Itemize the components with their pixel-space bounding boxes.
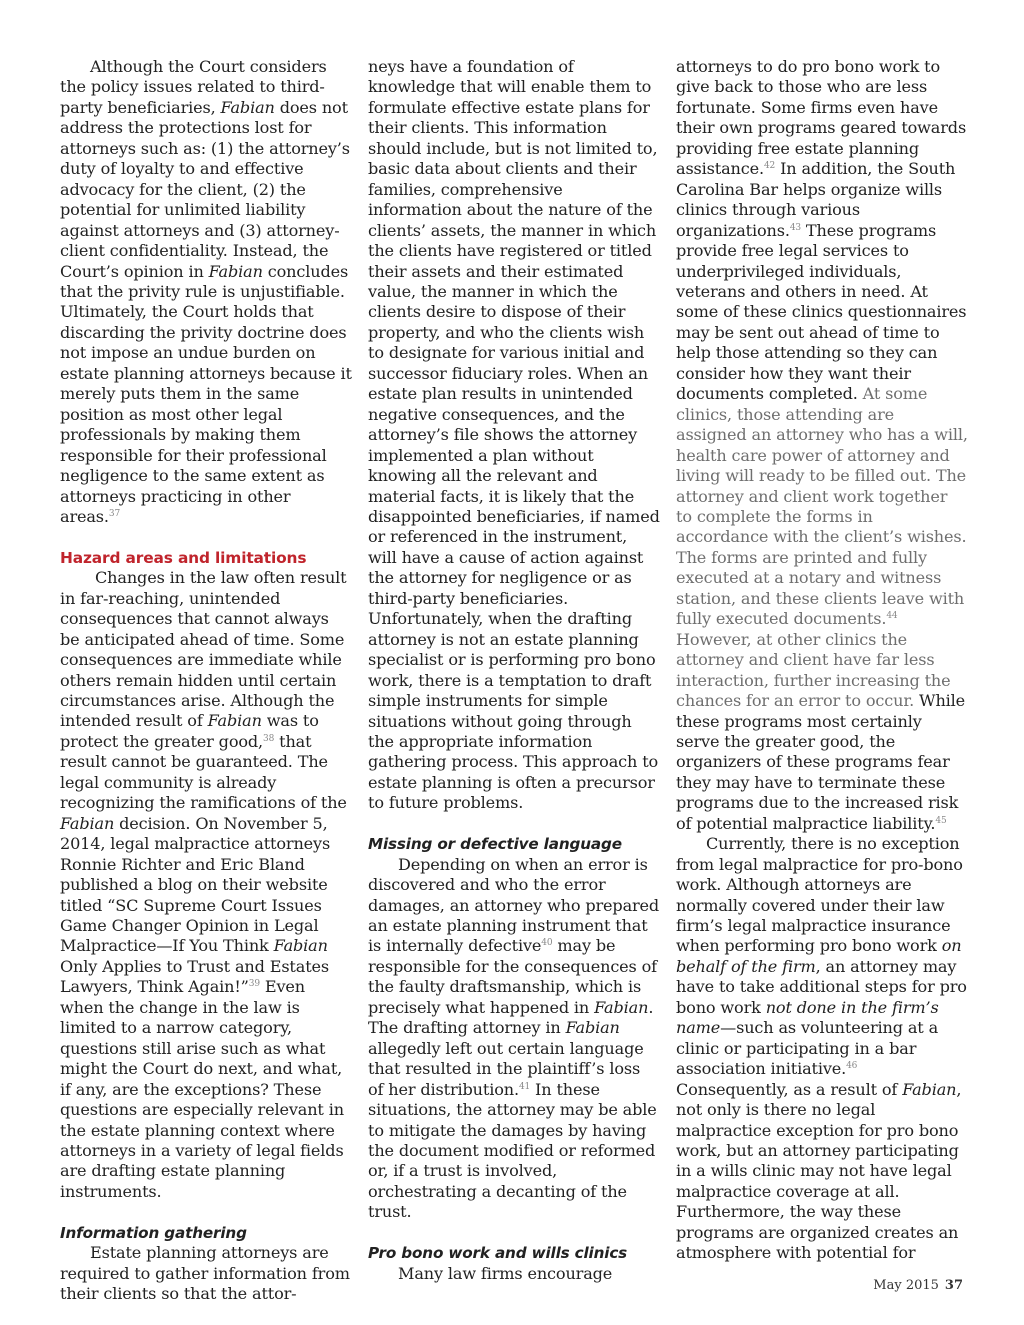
footnote-ref: 43	[789, 222, 801, 233]
paragraph-pro-bono: Many law firms encourage	[398, 1263, 613, 1283]
subheading-pro-bono: Pro bono work and wills clinics	[368, 1244, 628, 1263]
paragraph-information-continued: neys have a foundation of knowledge that will enable them to formulate effective estate plans for their clients. This information should include, but is not limited to, basic data about clients and their families, comprehensive information about the nature of the clients’ assets, the manner in which the clients have registered or titled their assets and their estimated value, the manner in which the clients desire to dispose of their property, and who the clients wish to designate for various initial and successor fiduciary roles. When an estate plan results in unintended negative consequences, and the attorney’s file shows the attorney implemented a plan without knowing all the relevant and material facts, it is likely that the disappointed beneficiaries, if named or referenced in the instrument, will have a cause of action against the attorney for negligence or as third-party beneficiaries. Unfortunately, when the drafting attorney is not an estate planning specialist or is performing pro bono work, there is a temptation to draft simple instruments for simple situations without going through the appropriate information gathering process. This approach to estate planning is often a precursor to future problems.	[368, 57, 660, 813]
grey-passage: At some clinics, those attending are assigned an attorney who has a will, health care power of attorney and living will ready to be filled out. The attorney and client work together to complete the forms in accordance with the client’s wishes. The forms are printed and fully executed at a notary and witness station, and these clients leave with fully executed documents.	[676, 384, 968, 629]
subheading-information-gathering: Information gathering	[60, 1223, 247, 1242]
footnote-ref: 38	[263, 733, 275, 744]
page-footer	[873, 1278, 963, 1293]
paragraph-missing-language: Depending on when an error is discovered and who the error damages, an attorney who prepared an estate planning instrument that is internally defective$^{40}$ may be responsible for the consequences of the faulty draftsmanship, which is precisely what happened in Fabian. The drafting attorney in Fabian allegedly left out certain language that resulted in the plaintiff’s loss of her distribution.$^{41}$ In these situations, the attorney may be able to mitigate the damages by having the document modified or reformed or, if a trust is involved, orchestrating a decanting of the trust.	[368, 854, 660, 1222]
footnote-ref: 45	[935, 815, 947, 826]
footnote-ref: 39	[248, 979, 260, 990]
paragraph-pro-bono-continued: attorneys to do pro bono work to give back to those who are less fortunate. Some firms even have their own programs geared towards providing free estate planning assistance.$^{42}$ In addition, the South Carolina Bar helps organize wills clinics through various organizations.$^{43}$ These programs provide free legal services to underprivileged individuals, veterans and others in need. At some of these clinics questionnaires may be sent out ahead of time to help those attending so they can consider how they want their documents completed. At some clinics, those attending are assigned an attorney who has a will, health care power of attorney and living will ready to be filled out. The attorney and client work together to complete the forms in accordance with the client’s wishes. The forms are printed and fully executed at a notary and witness station, and these clients leave with fully executed documents.$^{44}$ However, at other clinics the attorney and client have far less interaction, further increasing the chances for an error to occur. While these programs most certainly serve the greater good, the organizers of these programs fear they may have to terminate these programs due to the increased risk of potential malpractice liability.$^{45}$	[676, 57, 968, 833]
subheading-missing-language: Missing or defective language	[368, 835, 622, 854]
footnote-ref: 42	[763, 161, 776, 172]
column-3	[676, 57, 968, 1264]
paragraph-malpractice-coverage: Currently, there is no exception from legal malpractice for pro-bono work. Although attorneys are normally covered under their law firm’s legal malpractice insurance when performing pro bono work on behalf of the firm, an attorney may have to take additional steps for pro bono work not done in the firm’s name—such as volunteering at a clinic or participating in a bar association initiative.$^{46}$ Consequently, as a result of Fabian, not only is there no legal malpractice exception for pro bono work, but an attorney participating in a wills clinic may not have legal malpractice coverage at all. Furthermore, the way these programs are organized creates an atmosphere with potential for	[676, 834, 967, 1263]
section-heading-hazard: Hazard areas and limitations	[60, 548, 307, 567]
issue-date: May 2015	[873, 1278, 939, 1293]
paragraph-hazard: Changes in the law often result in far-reaching, unintended consequences that cannot always be anticipated ahead of time. Some consequences are immediate while others remain hidden until certain circumstances arise. Although the intended result of Fabian was to protect the greater good,$^{38}$ that result cannot be guaranteed. The legal community is already recognizing the ramifications of the Fabian decision. On November 5, 2014, legal malpractice attorneys Ronnie Richter and Eric Bland published a blog on their website titled “SC Supreme Court Issues Game Changer Opinion in Legal Malpractice—If You Think Fabian Only Applies to Trust and Estates Lawyers, Think Again!”$^{39}$ Even when the change in the law is limited to a narrow category, questions still arise such as what might the Court do next, and what, if any, are the exceptions? These questions are especially relevant in the estate planning context where attorneys in a variety of legal fields are drafting estate planning instruments.	[60, 568, 347, 1201]
paragraph-privity-policy: Although the Court considers the policy issues related to third-party beneficiaries, Fabian does not address the protections lost for attorneys such as: (1) the attorney’s duty of loyalty to and effective advocacy for the client, (2) the potential for unlimited liability against attorneys and (3) attorney-client confidentiality. Instead, the Court’s opinion in Fabian concludes that the privity rule is unjustifiable. Ultimately, the Court holds that discarding the privity doctrine does not impose an undue burden on estate planning attorneys because it merely puts them in the same position as most other legal professionals by making them responsible for their professional negligence to the same extent as attorneys practicing in other areas.$^{37}$	[60, 57, 352, 526]
footnote-ref: 40	[541, 938, 553, 949]
page-number: 37	[944, 1278, 963, 1293]
paragraph-information-gathering: Estate planning attorneys are required to gather information from their clients so that the attor-	[60, 1243, 350, 1304]
footnote-ref: 41	[518, 1081, 531, 1092]
column-1	[60, 57, 352, 1305]
footnote-ref: 44	[886, 611, 898, 622]
footnote-ref: 46	[846, 1061, 858, 1072]
grey-passage: However, at other clinics the attorney and client have far less interaction, further increasing the chances for an error to occur.	[676, 629, 951, 711]
column-2	[368, 57, 660, 1284]
footnote-ref: 37	[108, 508, 121, 519]
